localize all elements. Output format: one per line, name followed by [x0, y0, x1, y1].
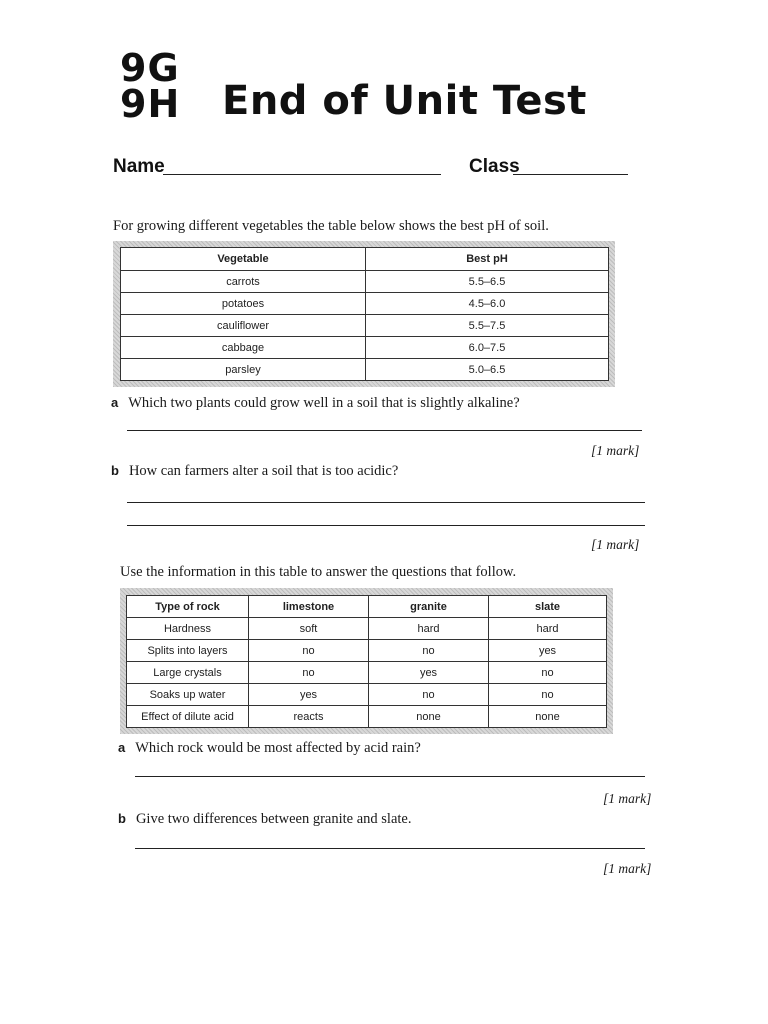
column-header-slate: slate	[489, 596, 607, 618]
question-1b	[111, 463, 398, 480]
table-row	[121, 271, 609, 293]
question-text: Give two differences between granite and slate.	[135, 811, 412, 827]
unit-code-line2: 9H	[120, 82, 181, 126]
mark-label-2b: [1 mark]	[603, 861, 652, 876]
question-letter: b	[118, 811, 126, 826]
question-letter: b	[111, 463, 119, 478]
question-2b	[118, 811, 411, 828]
table-row	[121, 359, 609, 381]
class-answer-line[interactable]	[513, 174, 628, 175]
unit-code-line1: 9G	[120, 46, 180, 90]
vegetable-ph-table	[120, 247, 609, 381]
ph-cell: 5.0–6.5	[366, 359, 609, 381]
ph-cell: 5.5–7.5	[366, 315, 609, 337]
table-row	[121, 293, 609, 315]
page-title: End of Unit Test	[222, 78, 587, 124]
slate-cell: yes	[489, 640, 607, 662]
slate-cell: no	[489, 684, 607, 706]
limestone-cell: soft	[249, 618, 369, 640]
table-row	[127, 684, 607, 706]
unit-code	[120, 46, 181, 126]
table-row	[127, 706, 607, 728]
answer-line-1a[interactable]	[127, 430, 642, 431]
section1-intro: For growing different vegetables the table below shows the best pH of soil.	[113, 218, 549, 234]
section2-intro: Use the information in this table to answer the questions that follow.	[120, 564, 517, 580]
table-header-row	[121, 248, 609, 271]
answer-line-2a[interactable]	[135, 776, 645, 777]
answer-line-1b-1[interactable]	[127, 502, 645, 503]
vegetable-cell: potatoes	[121, 293, 366, 315]
vegetable-cell: cabbage	[121, 337, 366, 359]
table-row	[121, 337, 609, 359]
granite-cell: no	[369, 640, 489, 662]
table-header-row	[127, 596, 607, 618]
question-letter: a	[118, 740, 126, 755]
vegetable-cell: carrots	[121, 271, 366, 293]
property-cell: Large crystals	[127, 662, 249, 684]
class-label: Class	[469, 156, 520, 177]
property-cell: Effect of dilute acid	[127, 706, 249, 728]
ph-cell: 6.0–7.5	[366, 337, 609, 359]
mark-label-1a: [1 mark]	[591, 443, 640, 458]
limestone-cell: yes	[249, 684, 369, 706]
name-label: Name	[113, 156, 165, 177]
vegetable-cell: cauliflower	[121, 315, 366, 337]
question-text: How can farmers alter a soil that is too acidic?	[128, 463, 399, 479]
table-row	[127, 618, 607, 640]
table-row	[127, 662, 607, 684]
name-answer-line[interactable]	[163, 174, 441, 175]
column-header-type-of-rock: Type of rock	[127, 596, 249, 618]
question-text: Which two plants could grow well in a soil that is slightly alkaline?	[128, 395, 520, 411]
question-1a	[111, 395, 520, 412]
slate-cell: hard	[489, 618, 607, 640]
property-cell: Hardness	[127, 618, 249, 640]
ph-cell: 5.5–6.5	[366, 271, 609, 293]
granite-cell: yes	[369, 662, 489, 684]
granite-cell: none	[369, 706, 489, 728]
slate-cell: none	[489, 706, 607, 728]
mark-label-1b: [1 mark]	[591, 537, 640, 552]
ph-cell: 4.5–6.0	[366, 293, 609, 315]
column-header-best-ph: Best pH	[366, 248, 609, 271]
mark-label-2a: [1 mark]	[603, 791, 652, 806]
granite-cell: hard	[369, 618, 489, 640]
column-header-limestone: limestone	[249, 596, 369, 618]
answer-line-1b-2[interactable]	[127, 525, 645, 526]
column-header-vegetable: Vegetable	[121, 248, 366, 271]
table-row	[121, 315, 609, 337]
vegetable-cell: parsley	[121, 359, 366, 381]
column-header-granite: granite	[369, 596, 489, 618]
granite-cell: no	[369, 684, 489, 706]
question-letter: a	[111, 395, 119, 410]
limestone-cell: no	[249, 662, 369, 684]
limestone-cell: no	[249, 640, 369, 662]
question-text: Which rock would be most affected by acid rain?	[135, 740, 421, 756]
answer-line-2b[interactable]	[135, 848, 645, 849]
limestone-cell: reacts	[249, 706, 369, 728]
property-cell: Splits into layers	[127, 640, 249, 662]
property-cell: Soaks up water	[127, 684, 249, 706]
slate-cell: no	[489, 662, 607, 684]
table-row	[127, 640, 607, 662]
question-2a	[118, 740, 421, 757]
rock-properties-table	[126, 595, 607, 728]
